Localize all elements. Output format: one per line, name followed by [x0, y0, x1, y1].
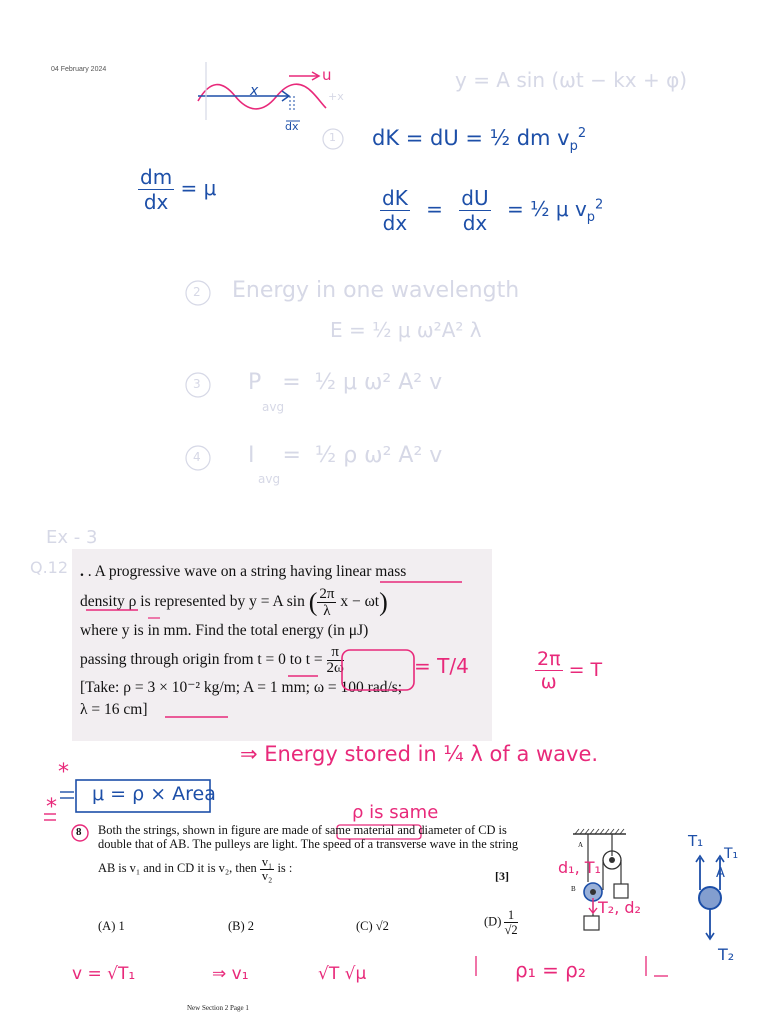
annotation-t-quarter: = T/4 [414, 654, 469, 678]
eq2-lhs-num: dK [382, 186, 408, 210]
q2-line-2: double that of AB. The pulleys are light. The speed of a transverse wave in the string [98, 837, 519, 851]
wave-dx-label: dx [285, 120, 299, 133]
faint-note-3-sub: avg [262, 400, 285, 414]
sketch-label-t1-left: T₁ [688, 832, 704, 850]
q2-number: 8 [76, 826, 82, 838]
figure-label-b: B [571, 885, 576, 893]
faint-note-4-sub: avg [258, 472, 281, 486]
wave-x-label: x [250, 83, 259, 99]
faint-wave-equation: y = A sin (ωt − kx + φ) [455, 68, 688, 92]
faint-question-label: Q.12 [30, 558, 69, 577]
sketch-label-t1-right: T₁ [724, 846, 739, 862]
q1-frac2-den: 2ω [326, 659, 344, 676]
q2-line-3b: is : [277, 861, 293, 875]
q2-line-3a: AB is v₁ and in CD it is v₂, then [98, 861, 257, 875]
q1-line-6: λ = 16 cm] [80, 701, 148, 719]
q1-frac-den: λ [323, 602, 331, 619]
mu-area-equation: μ = ρ × Area [92, 783, 216, 805]
wave-u-label: u [322, 66, 332, 84]
option-d-num: 1 [504, 908, 517, 923]
figure-label-a: A [578, 841, 584, 849]
mu-def-rhs: = μ [180, 176, 217, 200]
faint-note-3-number: 3 [193, 377, 201, 391]
bottom-equation-1: v = √T₁ [72, 964, 136, 984]
eq2-rhs: = ½ μ v [507, 197, 587, 221]
star-mark-2: * [46, 795, 57, 820]
eq1-number: 1 [329, 131, 336, 144]
q1-frac-num: 2π [319, 585, 335, 602]
option-d-label: (D) [484, 914, 502, 929]
q2-frac-num: v₁ [261, 854, 273, 869]
q1-frac2-num: π [327, 645, 344, 661]
faint-note-4-text: I = ½ ρ ω² A² v [248, 443, 443, 468]
option-a: (A) 1 [98, 919, 125, 933]
page-footer-label: New Section 2 Page 1 [187, 1004, 249, 1012]
wave-plus-x-label: +x [328, 90, 344, 103]
star-mark-1: * [58, 760, 69, 785]
q1-line-2a: density ρ is represented by y = A sin [80, 592, 305, 610]
q1-line-3: where y is in mm. Find the total energy (in μJ) [80, 621, 369, 639]
energy-equation-2: $\frac{dK}{dx}$ = $\frac{dU}{dx}$ = ½ μ $v_p^2$ [382, 186, 604, 235]
eq2-lhs-den: dx [382, 211, 408, 235]
q1-line-2: density ρ is represented by y = A sin ( $\frac{2\pi}{\lambda}$ x − ωt) [80, 585, 388, 619]
q1-line-5: [Take: ρ = 3 × 10⁻² kg/m; A = 1 mm; ω = 100 rad/s; [80, 678, 403, 696]
option-b: (B) 2 [228, 919, 255, 933]
mu-def-num: dm [140, 165, 173, 189]
annotation-equals-T: = T [568, 659, 603, 681]
eq2-mid-num: dU [461, 186, 489, 210]
eq2-sup: 2 [595, 197, 604, 213]
q1-line-1-text: . A progressive wave on a string having linear mass [87, 563, 407, 580]
annotation-2pi: 2π [537, 648, 561, 670]
q2-line-1: Both the strings, shown in figure are made of same material and diameter of CD is [98, 823, 507, 837]
eq2-sub: p [586, 210, 596, 225]
annotation-rho-same: ρ is same [352, 802, 439, 823]
annotation-d1-t1: d₁, T₁ [558, 858, 601, 877]
sketch-label-a: A [716, 866, 725, 881]
eq1-sub: p [569, 139, 578, 155]
sketch-label-t2: T₂ [718, 945, 735, 964]
q2-frac-den: v₂ [261, 868, 273, 883]
eq2-mid-den: dx [462, 211, 488, 235]
q1-line-1: . . A progressive wave on a string having linear mass [80, 563, 407, 580]
q1-line-4a: passing through origin from t = 0 to t = [80, 650, 323, 668]
faint-note-2-text: Energy in one wavelength [232, 278, 520, 303]
annotation-energy-stored: ⇒ Energy stored in ¼ λ of a wave. [240, 742, 599, 766]
bottom-equation-2: ⇒ v₁ [212, 964, 249, 984]
annotation-rho-equal: ρ₁ = ρ₂ [515, 958, 586, 982]
faint-exercise-label: Ex - 3 [46, 527, 98, 548]
q1-line-2b: x − ωt [340, 592, 380, 610]
bottom-equation-3: √T √μ [318, 964, 367, 984]
option-d-den: √2 [504, 923, 518, 937]
mu-def-den: dx [143, 190, 169, 214]
option-c: (C) √2 [356, 919, 389, 933]
annotation-omega: ω [540, 671, 557, 693]
faint-note-2-equation: E = ½ μ ω²A² λ [330, 318, 482, 342]
faint-note-3-text: P = ½ μ ω² A² v [248, 370, 443, 395]
faint-note-2-number: 2 [193, 285, 201, 299]
faint-note-4-number: 4 [193, 450, 201, 464]
eq1-text: dK = dU = ½ dm v [372, 126, 570, 150]
page-date: 04 February 2024 [51, 66, 107, 73]
eq1-sup: 2 [577, 126, 587, 141]
q2-marks: [3] [495, 869, 509, 883]
annotation-t2-d2: T₂, d₂ [598, 898, 641, 917]
